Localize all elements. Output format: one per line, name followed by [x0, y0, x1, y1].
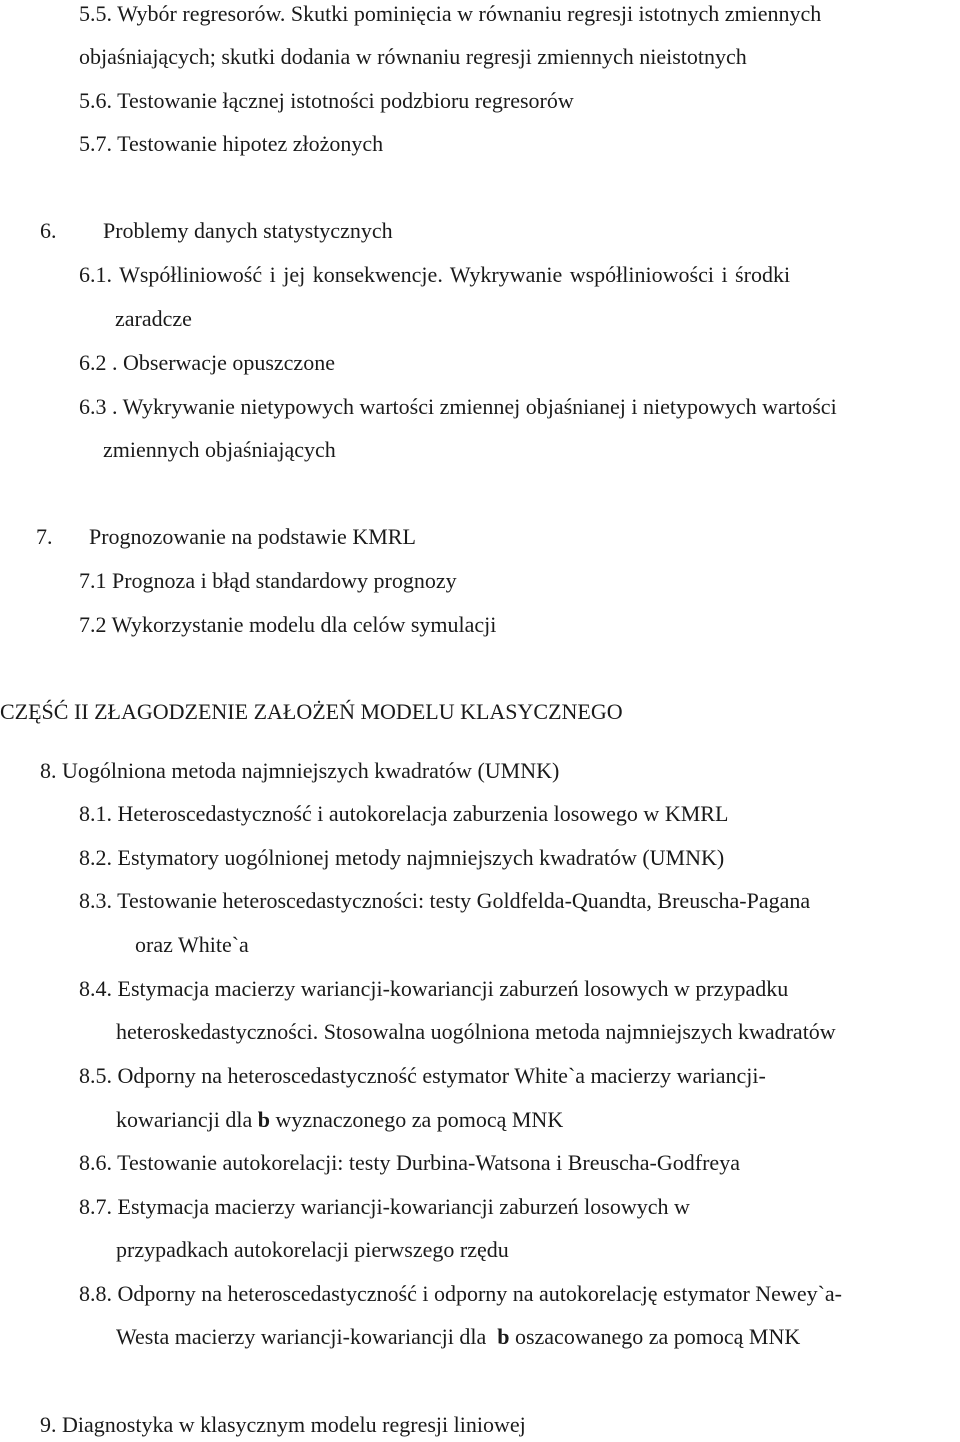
toc-entry-8-1: 8.1. Heteroscedastyczność i autokorelacja zaburzenia losowego w KMRL: [79, 801, 729, 826]
toc-entry-5-5-line1: 5.5. Wybór regresorów. Skutki pominięcia w równaniu regresji istotnych zmiennych: [79, 1, 822, 26]
toc-entry-8-5-line2-text-a: kowariancji dla: [116, 1107, 258, 1132]
toc-entry-8-2: 8.2. Estymatory uogólnionej metody najmniejszych kwadratów (UMNK): [79, 845, 725, 870]
toc-entry-8-3-line1: 8.3. Testowanie heteroscedastyczności: testy Goldfelda-Quandta, Breuscha-Pagana: [79, 888, 811, 913]
toc-entry-8-5-line1: 8.5. Odporny na heteroscedastyczność estymator White`a macierzy wariancji-: [79, 1063, 766, 1088]
toc-entry-6-2: 6.2 . Obserwacje opuszczone: [79, 350, 335, 375]
chapter-7-number: 7.: [36, 524, 53, 549]
toc-entry-7-1: 7.1 Prognoza i błąd standardowy prognozy: [79, 568, 457, 593]
toc-entry-8-7-line2: przypadkach autokorelacji pierwszego rzędu: [116, 1237, 509, 1262]
toc-entry-8-4-line2: heteroskedastyczności. Stosowalna uogólniona metoda najmniejszych kwadratów: [116, 1019, 836, 1044]
toc-entry-5-7: 5.7. Testowanie hipotez złożonych: [79, 131, 384, 156]
toc-entry-8-7-line1: 8.7. Estymacja macierzy wariancji-kowariancji zaburzeń losowych w: [79, 1194, 690, 1219]
toc-entry-8-4-line1: 8.4. Estymacja macierzy wariancji-kowariancji zaburzeń losowych w przypadku: [79, 976, 789, 1001]
chapter-9: 9. Diagnostyka w klasycznym modelu regresji liniowej: [40, 1412, 526, 1437]
toc-entry-8-5-line2-text-b: wyznaczonego za pomocą MNK: [269, 1107, 564, 1132]
toc-entry-8-8-line2: [116, 1323, 800, 1351]
toc-entry-5-5-line2: objaśniających; skutki dodania w równaniu regresji zmiennych nieistotnych: [79, 44, 747, 69]
toc-entry-8-5-line2: [116, 1106, 563, 1134]
toc-entry-8-3-line2: oraz White`a: [135, 932, 249, 957]
chapter-6-title: Problemy danych statystycznych: [103, 218, 393, 243]
toc-entry-7-2: 7.2 Wykorzystanie modelu dla celów symulacji: [79, 612, 497, 637]
toc-entry-6-1-line2: zaradcze: [115, 306, 192, 331]
toc-entry-6-3-line2: zmiennych objaśniających: [103, 437, 336, 462]
vector-b-symbol: b: [257, 1107, 270, 1132]
toc-entry-6-3-line1: 6.3 . Wykrywanie nietypowych wartości zmiennej objaśnianej i nietypowych wartości: [79, 394, 837, 419]
chapter-6-number: 6.: [40, 218, 57, 243]
toc-entry-8-8-line2-text-b: oszacowanego za pomocą MNK: [509, 1324, 801, 1349]
toc-entry-5-6: 5.6. Testowanie łącznej istotności podzbioru regresorów: [79, 88, 574, 113]
toc-entry-6-1-line1: 6.1. Współliniowość i jej konsekwencje. Wykrywanie współliniowości i środki: [79, 262, 791, 287]
vector-b-symbol: b: [497, 1324, 510, 1349]
part-2-heading: CZĘŚĆ II ZŁAGODZENIE ZAŁOŻEŃ MODELU KLASYCZNEGO: [0, 699, 623, 724]
toc-entry-8-6: 8.6. Testowanie autokorelacji: testy Durbina-Watsona i Breuscha-Godfreya: [79, 1150, 740, 1175]
chapter-7-title: Prognozowanie na podstawie KMRL: [89, 524, 416, 549]
chapter-8: 8. Uogólniona metoda najmniejszych kwadratów (UMNK): [40, 758, 560, 783]
toc-entry-8-8-line1: 8.8. Odporny na heteroscedastyczność i odporny na autokorelację estymator Newey`a-: [79, 1281, 842, 1306]
toc-entry-8-8-line2-text-a: Westa macierzy wariancji-kowariancji dla: [116, 1324, 498, 1349]
